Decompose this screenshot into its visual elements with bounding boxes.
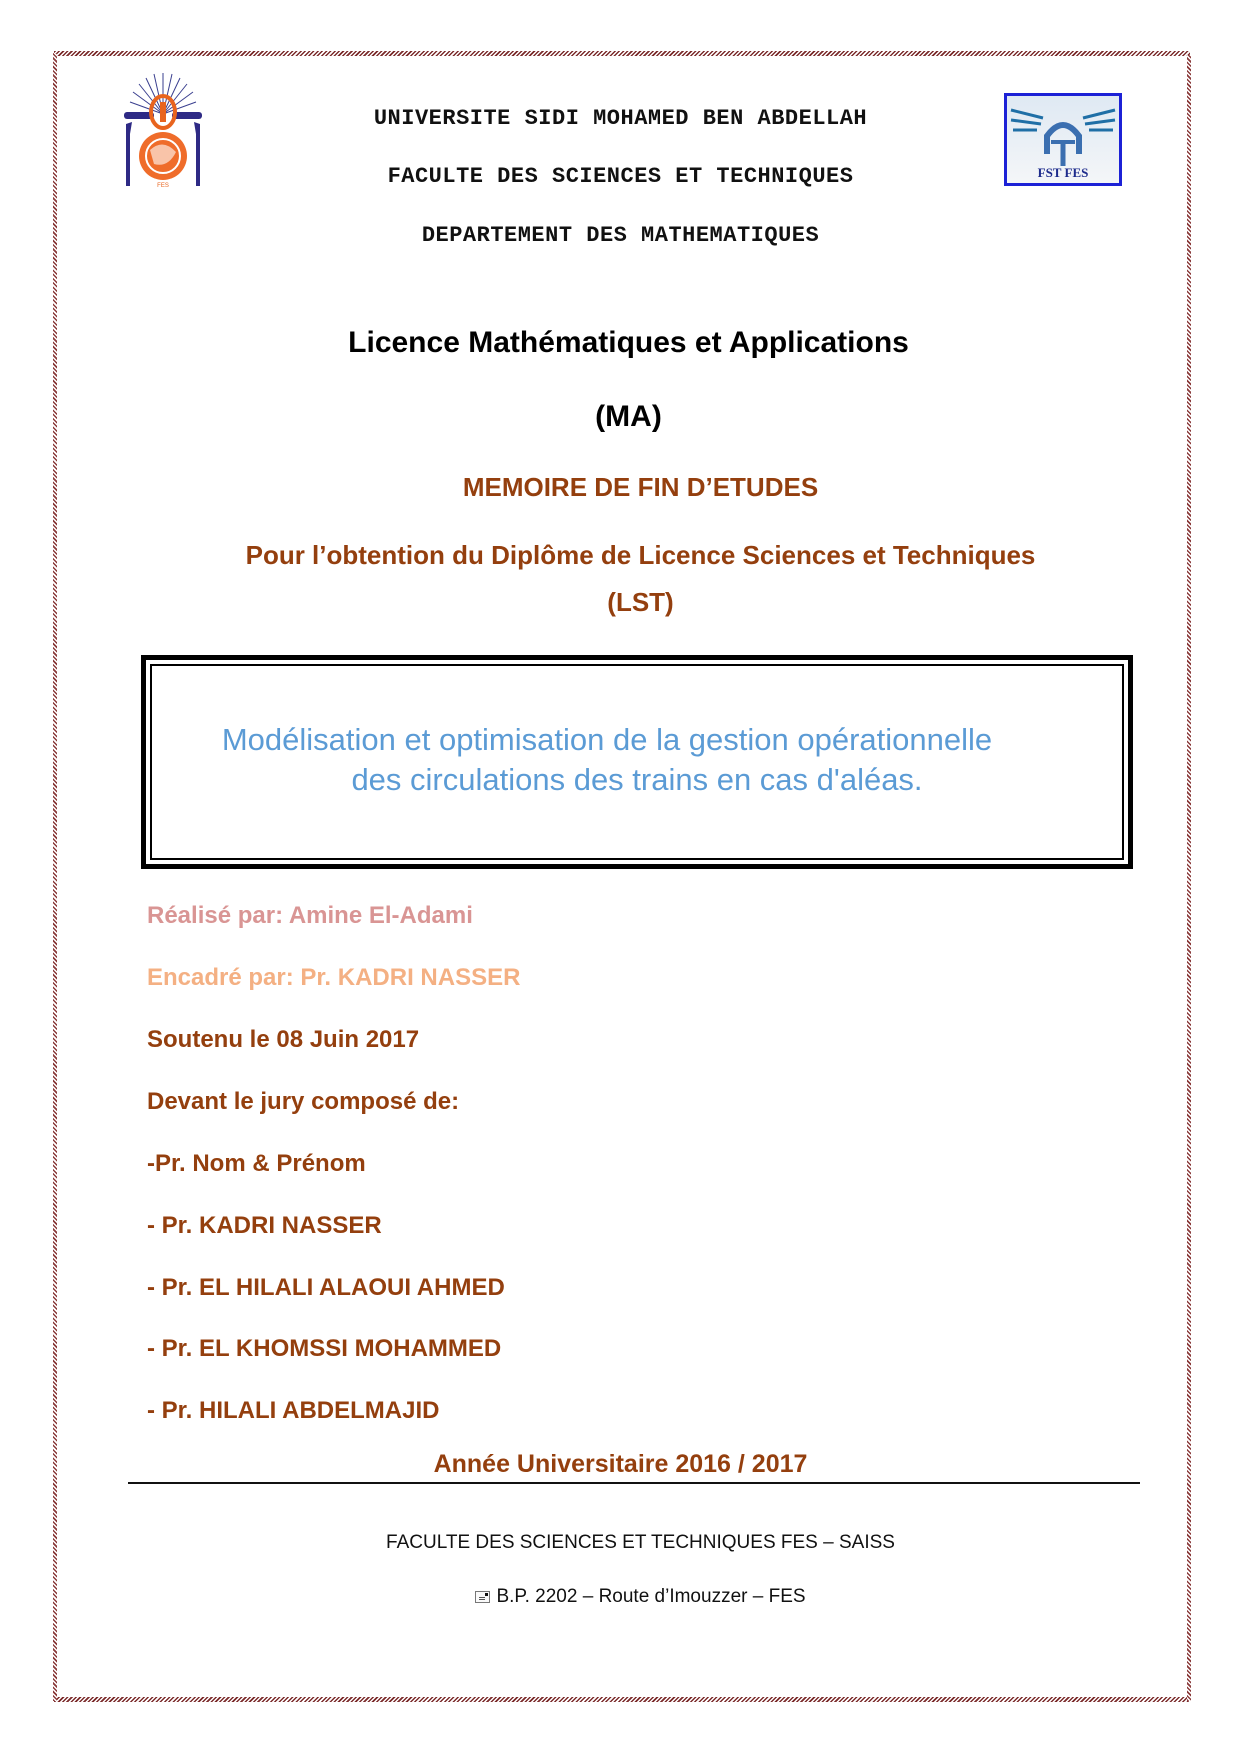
jury-label: Devant le jury composé de: bbox=[147, 1088, 460, 1115]
footer-divider bbox=[128, 1482, 1140, 1484]
academic-year: Année Universitaire 2016 / 2017 bbox=[433, 1450, 808, 1478]
svg-text:FES: FES bbox=[157, 183, 169, 189]
footer-address-row bbox=[20, 1586, 1241, 1608]
thesis-title-line-1: Modélisation et optimisation de la gestion opérationnelle bbox=[221, 722, 993, 757]
faculty-name: FACULTE DES SCIENCES ET TECHNIQUES bbox=[387, 164, 854, 189]
mail-icon bbox=[475, 1591, 490, 1603]
defense-date: Soutenu le 08 Juin 2017 bbox=[147, 1026, 420, 1053]
page-border-bottom bbox=[54, 1697, 1190, 1702]
university-name: UNIVERSITE SIDI MOHAMED BEN ABDELLAH bbox=[373, 106, 868, 131]
footer-institution: FACULTE DES SCIENCES ET TECHNIQUES FES – SAISS bbox=[386, 1532, 895, 1553]
memoire-label: MEMOIRE DE FIN D’ETUDES bbox=[462, 472, 819, 502]
jury-member: - Pr. KADRI NASSER bbox=[147, 1212, 382, 1239]
fst-logo-text: FST FES bbox=[1037, 165, 1089, 180]
thesis-title-line-2: des circulations des trains en cas d'aléas. bbox=[351, 762, 923, 797]
jury-member: - Pr. EL HILALI ALAOUI AHMED bbox=[147, 1274, 505, 1301]
author: Réalisé par: Amine El-Adami bbox=[147, 902, 473, 929]
footer-address: B.P. 2202 – Route d’Imouzzer – FES bbox=[496, 1586, 806, 1607]
supervisor: Encadré par: Pr. KADRI NASSER bbox=[147, 964, 521, 991]
department-name: DEPARTEMENT DES MATHEMATIQUES bbox=[421, 223, 820, 248]
diploma-purpose: Pour l’obtention du Diplôme de Licence Sciences et Techniques bbox=[245, 540, 1036, 570]
jury-member: - Pr. HILALI ABDELMAJID bbox=[147, 1397, 440, 1424]
program-abbr: (MA) bbox=[595, 400, 662, 433]
diploma-abbr: (LST) bbox=[607, 587, 674, 617]
jury-member: - Pr. EL KHOMSSI MOHAMMED bbox=[147, 1335, 502, 1362]
page-border-top bbox=[54, 51, 1190, 56]
jury-member: -Pr. Nom & Prénom bbox=[147, 1150, 366, 1177]
thesis-title-box bbox=[141, 655, 1133, 869]
program-name: Licence Mathématiques et Applications bbox=[348, 326, 909, 359]
